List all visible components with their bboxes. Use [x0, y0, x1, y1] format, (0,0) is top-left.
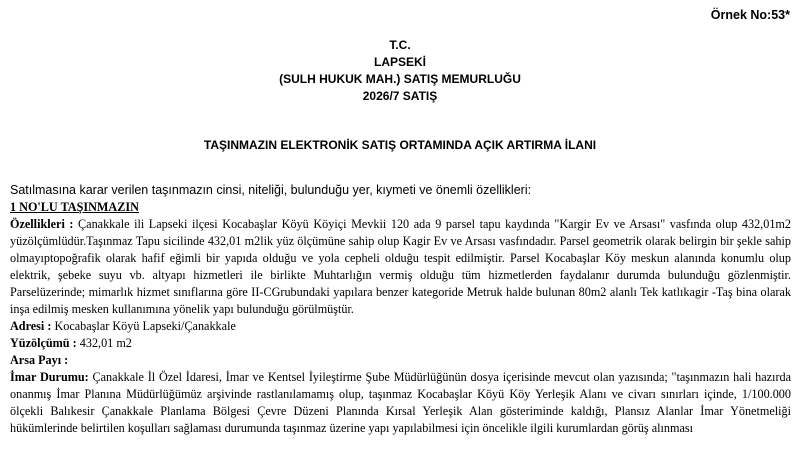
address-row: [10, 318, 791, 335]
features-text: Çanakkale ili Lapseki ilçesi Kocabaşlar Köyü Köyiçi Mevkii 120 ada 9 parsel tapu kaydında "Kargir Ev ve Arsası" vasfında olup 432,01m2 yüzölçümlüdür.Taşınmaz Tapu sicilinde 432,01 m2lik yüz ölçümüne sahip olup Kagir Ev ve Arsası vasfındadır. Parsel geometrik olarak belirgin bir şekle sahip olmayıptopoğrafik olarak hafif eğimli bir yapıda olduğu ve yola cepheli olduğu tespit edilmiştir. Parsel Kocabaşlar Köy meskun alanında konumlu olup elektrik, şebeke suyu vb. altyapı hizmetleri ile birlikte Muhtarlığın vermiş olduğu tüm hizmetlerden faydalanır durumda bulunduğu gözlenmiştir. Parselüzerinde; mimarlık hizmet sınıflarına göre II-CGrubundaki yapılara benzer kategoride Metruk halde bulunan 80m2 alanlı Tek katlıkagir -Taş bina olarak inşa edilmiş mesken kullanımına yönelik yapı bulunduğu görülmüştür.: [10, 217, 791, 316]
area-value: 432,01 m2: [76, 336, 132, 350]
features-label: Özellikleri :: [10, 217, 74, 231]
address-label: Adresi :: [10, 319, 52, 333]
sample-number: Örnek No:53*: [710, 8, 790, 22]
share-row: [10, 352, 791, 369]
header-line-city: LAPSEKİ: [373, 55, 426, 69]
office-header: [0, 37, 800, 105]
area-row: [10, 335, 791, 352]
property-details: [10, 199, 791, 437]
features-paragraph: [10, 216, 791, 318]
header-line-file-no: 2026/7 SATIŞ: [362, 89, 438, 103]
share-label: Arsa Payı :: [10, 353, 69, 367]
property-heading: 1 NO'LU TAŞINMAZIN: [10, 200, 139, 214]
zoning-text: Çanakkale İl Özel İdaresi, İmar ve Kentsel İyileştirme Şube Müdürlüğünün dosya içerisinde mevcut olan yazısında; "taşınmazın hali hazırda onanmış İmar Planına Müdürlüğümüz arşivinde rastlanılamamış olup, taşınmaz Kocabaşlar Köyü Köy Yerleşik Alanı ve civarı sınırları içinde, 1/100.000 ölçekli Balıkesir Çanakkale Planlama Bölgesi Çevre Düzeni Planında Kırsal Yerleşik Alan gösteriminde kaldığı, Plansız Alanlar İmar Yönetmeliği hükümlerinde belirtilen koşulları sağlaması durumunda taşınmaz üzerine yapı yapılabilmesi için öncelikle ilgili kurumlardan görüş alınması: [10, 370, 792, 435]
zoning-paragraph: [10, 369, 791, 437]
address-value: Kocabaşlar Köyü Lapseki/Çanakkale: [51, 319, 236, 333]
intro-text: Satılmasına karar verilen taşınmazın cinsi, niteliği, bulunduğu yer, kıymeti ve önemli özellikleri:: [10, 183, 532, 197]
area-label: Yüzölçümü :: [10, 336, 77, 350]
announcement-title: TAŞINMAZIN ELEKTRONİK SATIŞ ORTAMINDA AÇIK ARTIRMA İLANI: [203, 138, 597, 152]
zoning-label: İmar Durumu:: [10, 370, 89, 384]
header-line-tc: T.C.: [389, 38, 411, 52]
header-line-office: (SULH HUKUK MAH.) SATIŞ MEMURLUĞU: [279, 72, 521, 86]
